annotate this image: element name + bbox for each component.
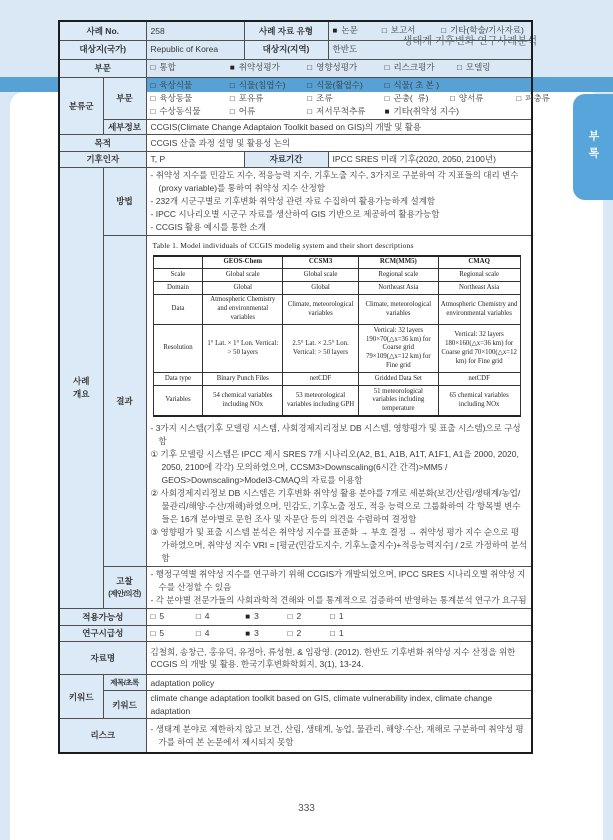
model-table-cell: Regional scale <box>358 269 438 282</box>
checkbox-rating-3 <box>245 627 285 641</box>
checkbox-checked-icon: ■ <box>245 628 251 638</box>
checkbox-option <box>151 105 228 118</box>
option-label: 육상식물 <box>159 79 193 90</box>
model-table-cell: netCDF <box>438 373 520 386</box>
checkbox-unchecked-icon: □ <box>307 63 313 73</box>
model-table-cell: Vertical: 32 layers 180×160(△x=36 km) for Coarse grid 70×100(△x=12 km) for Fine grid <box>438 325 520 373</box>
overview-label <box>59 167 103 609</box>
option-label: 3 <box>254 627 259 638</box>
result-label: 결과 <box>103 235 146 567</box>
option-label: 4 <box>204 611 210 622</box>
checkbox-option <box>307 79 382 92</box>
option-label: 2 <box>296 611 302 622</box>
checkbox-unchecked-icon: □ <box>330 612 335 622</box>
row-result <box>59 235 532 567</box>
title-abstract-value: adaptation policy <box>146 675 532 691</box>
model-table-cell: Gridded Data Set <box>358 373 438 386</box>
case-no-value: 258 <box>146 21 244 40</box>
keywords-value: climate change adaptation toolkit based on GIS, climate vulnerability index, climate change adaptation <box>146 691 532 719</box>
model-table-row-datatype <box>153 373 520 386</box>
checkbox-modeling <box>457 61 490 75</box>
review-label-line1: 고찰 <box>116 576 133 587</box>
checkbox-unchecked-icon: □ <box>195 628 201 638</box>
checkbox-rating-4 <box>196 610 243 624</box>
model-table-cell: 54 chemical variables including NOx <box>203 386 283 417</box>
option-label: 양서류 <box>458 92 484 103</box>
checkbox-checked-icon: ■ <box>332 26 338 35</box>
checkbox-checked-icon: ■ <box>229 63 235 73</box>
checkbox-integrated <box>151 61 228 75</box>
model-table-cell: netCDF <box>283 373 359 386</box>
option-label: 1 <box>338 627 344 638</box>
checkbox-unchecked-icon: □ <box>287 612 293 622</box>
model-table-row-header: Variables <box>153 386 203 417</box>
keywords-label: 키워드 <box>103 691 146 719</box>
source-label: 자료명 <box>59 642 146 675</box>
applicability-label: 적용가능성 <box>59 609 146 626</box>
model-table-row-scale <box>153 269 520 282</box>
keyword-group-label: 키워드 <box>59 675 103 719</box>
checkbox-paper <box>333 24 380 38</box>
risk-value <box>146 719 532 753</box>
checkbox-rating-5 <box>151 610 194 624</box>
model-table-cell: Northeast Asia <box>438 282 520 295</box>
result-item: - 3가지 시스템(기후 모델링 시스템, 사회경제지리정보 DB 시스템, 영향평가 및 표출 시스템)으로 구성함 <box>150 423 521 447</box>
climate-factor-value: T, P <box>146 152 244 168</box>
model-table-row-header: Resolution <box>153 325 203 373</box>
row-sector <box>59 59 532 77</box>
review-item: - 행정구역별 취약성 지수를 연구하기 위해 CCGIS가 개발되었으며, IPCC SRES 시나리오별 취약성 지수를 산정할 수 있음 <box>150 569 526 593</box>
checkbox-rating-5 <box>151 627 194 641</box>
checkbox-unchecked-icon: □ <box>450 93 455 103</box>
checkbox-unchecked-icon: □ <box>384 80 390 90</box>
model-table-row-data <box>153 294 520 324</box>
option-label: 조류 <box>316 92 333 103</box>
row-title-abstract <box>59 675 532 691</box>
model-table-row-header: Domain <box>153 282 203 295</box>
taxon-detail-value: CCGIS(Climate Change Adaptaion Toolkit based on GIS)의 개발 및 활용 <box>146 119 532 135</box>
model-table-cell: Climate, meteorological variables <box>358 294 438 324</box>
option-label: 어류 <box>238 105 256 116</box>
checkbox-unchecked-icon: □ <box>516 93 522 103</box>
urgency-label: 연구시급성 <box>59 625 146 642</box>
method-item: - 취약성 지수를 민감도 지수, 적응능력 지수, 기후노출 지수, 3가지로 구분하여 각 지표들의 대리 변수(proxy variable)를 통하여 취약성 지수 산정함 <box>150 169 519 193</box>
taxon-options <box>146 77 550 119</box>
case-summary-table <box>58 20 550 754</box>
checkbox-unchecked-icon: □ <box>441 26 447 35</box>
option-label: 식물(침엽수) <box>238 79 286 90</box>
row-method <box>59 167 532 235</box>
data-period-value: IPCC SRES 미래 기후(2020, 2050, 2100년) <box>328 152 532 168</box>
checkbox-option <box>516 92 549 105</box>
taxon-detail-label: 세부정보 <box>103 119 146 135</box>
row-applicability <box>59 609 532 626</box>
option-label: 1 <box>338 611 344 622</box>
model-table-corner-cell <box>153 256 203 269</box>
taxon-options-line2 <box>150 92 550 105</box>
option-label: 육상동물 <box>159 92 193 103</box>
review-items <box>146 567 532 609</box>
risk-label: 리스크 <box>59 719 146 753</box>
checkbox-rating-4 <box>196 627 243 641</box>
method-item: - IPCC 시나리오별 시군구 자료를 생산하여 GIS 기반으로 제공하여 활용가능함 <box>150 208 440 219</box>
model-table-row-variables <box>153 386 520 417</box>
case-no-label: 사례 No. <box>59 21 146 40</box>
row-risk <box>59 719 532 753</box>
model-table-col-header: RCM(MM5) <box>358 256 438 269</box>
checkbox-unchecked-icon: □ <box>150 80 156 90</box>
appendix-tab-label: 부록 <box>587 130 599 164</box>
checkbox-unchecked-icon: □ <box>229 106 235 116</box>
option-label: 리스크평가 <box>393 62 435 73</box>
overview-label-line1: 사례 <box>73 376 90 387</box>
checkbox-unchecked-icon: □ <box>307 106 313 116</box>
checkbox-option <box>151 79 228 92</box>
row-keywords <box>59 691 532 719</box>
model-table-cell: Regional scale <box>438 269 520 282</box>
option-label: 4 <box>204 627 210 638</box>
region-value: 한반도 <box>328 40 532 59</box>
checkbox-option <box>450 92 514 105</box>
climate-factor-label: 기후인자 <box>59 152 146 168</box>
checkbox-option <box>230 92 305 105</box>
review-label-line2: (제안/의견) <box>108 588 141 598</box>
method-items <box>146 167 532 235</box>
row-review <box>59 567 532 609</box>
option-label: 저서무척추류 <box>316 105 366 116</box>
model-table-title: Table 1. Model individuals of CCGIS modelig system and their short descriptions <box>152 240 414 250</box>
row-urgency <box>59 625 532 642</box>
checkbox-taxon-other <box>385 105 459 118</box>
row-taxon-detail <box>59 119 532 135</box>
checkbox-rating-2 <box>288 610 328 624</box>
model-table-cell: Vertical: 32 layers 190×70(△x=36 km) for Coarse grid 79×109(△x=12 km) for Fine grid <box>358 325 438 373</box>
checkbox-unchecked-icon: □ <box>150 93 156 103</box>
review-label <box>103 567 146 609</box>
model-table-col-header: CCSM3 <box>283 256 359 269</box>
model-table-row-header: Data type <box>153 373 203 386</box>
checkbox-unchecked-icon: □ <box>330 628 335 638</box>
urgency-options <box>146 625 532 642</box>
row-source <box>59 642 532 675</box>
model-table-cell: 51 meteorological variables including temperature <box>358 386 438 417</box>
option-label: 수상동식물 <box>159 105 201 116</box>
option-label: 3 <box>254 611 259 622</box>
option-label: 5 <box>159 627 165 638</box>
result-item: ① 기후 모델링 시스템은 IPCC 제시 SRES 7개 시나리오(A2, B1, A1B, A1T, A1F1, A1을 2000, 2020, 2050, 2100에 각각) 모의하였으며, CCSM3>Downscaling(6시간 간격)>MM5 / GEOS>Downscaling>Model3-CMAQ의 자료를 이용함 <box>150 449 519 486</box>
country-value: Republic of Korea <box>146 40 244 59</box>
checkbox-option <box>307 105 382 118</box>
method-label: 방법 <box>103 167 146 235</box>
result-item: ② 사회경제지리정보 DB 시스템은 기후변화 취약성 활용 분야를 7개로 세분화(보건/산림/생태계/농업/물관리/해양·수산/재해)하였으며, 민감도, 기후노출 정도, 적응 능력으로 그룹화하여 각 항목별 변수들은 16개 분야별로 문헌 조사 및 자문단 등의 의견을 수렴하여 결정함 <box>150 488 521 525</box>
sector-label: 부문 <box>59 59 146 77</box>
model-table <box>153 255 521 418</box>
checkbox-unchecked-icon: □ <box>150 628 156 638</box>
option-label: 모델링 <box>465 62 491 73</box>
checkbox-option <box>151 92 228 105</box>
applicability-options <box>146 609 532 626</box>
option-label: 파충류 <box>525 92 550 103</box>
model-table-cell: Atmospheric Chemistry and environmental variables <box>438 294 520 324</box>
checkbox-unchecked-icon: □ <box>384 93 390 103</box>
taxon-options-line1 <box>151 79 528 92</box>
checkbox-option <box>385 92 448 105</box>
row-climate-factor <box>59 152 532 168</box>
taxon-sub-label: 부문 <box>103 77 146 119</box>
source-value: 김철희, 송창근, 홍유덕, 유정아, 류성현, & 임광영. (2012). 한반도 기후변화 취약성 지수 산정을 위한 CCGIS 의 개발 및 활용. 한국기후변화학회지, 3(1), 13-24. <box>146 642 532 675</box>
model-table-cell: 65 chemical variables including NOx <box>438 386 520 417</box>
option-label: 식물(활엽수) <box>316 79 363 90</box>
page-number: 333 <box>298 803 315 814</box>
model-table-cell: Binary Punch Files <box>203 373 283 386</box>
checkbox-unchecked-icon: □ <box>150 63 156 73</box>
checkbox-unchecked-icon: □ <box>457 63 462 73</box>
checkbox-option <box>230 105 305 118</box>
checkbox-risk <box>385 61 455 75</box>
case-type-label: 사례 자료 유형 <box>244 21 328 40</box>
purpose-label: 목적 <box>59 135 146 152</box>
checkbox-unchecked-icon: □ <box>307 80 313 90</box>
checkbox-unchecked-icon: □ <box>307 93 313 103</box>
model-table-col-header: GEOS-Chem <box>203 256 283 269</box>
option-label: 곤충( 류) <box>393 92 429 103</box>
model-table-cell: Atmospheric Chemistry and environmental variables <box>203 294 283 324</box>
model-table-header-row <box>153 256 520 269</box>
model-table-cell: Global scale <box>283 269 359 282</box>
checkbox-vulnerability <box>230 61 305 75</box>
sector-options <box>146 59 532 77</box>
method-item: - CCGIS 활용 예시를 통한 소개 <box>150 221 266 232</box>
model-table-cell: Global scale <box>203 269 283 282</box>
case-type-options <box>328 21 532 40</box>
result-content <box>146 235 532 567</box>
model-table-row-domain <box>153 282 520 295</box>
country-label: 대상지(국가) <box>59 40 146 59</box>
checkbox-unchecked-icon: □ <box>381 26 387 35</box>
review-item: - 각 분야별 전문가들의 사회과학적 견해와 이를 통계적으로 검증하여 반영하는 통계분석 연구가 요구됨 <box>150 595 527 606</box>
option-label: 보고서 <box>390 25 416 35</box>
option-label: 2 <box>296 627 302 638</box>
checkbox-rating-1 <box>330 610 344 624</box>
option-label: 취약성평가 <box>238 62 280 73</box>
row-case-no <box>59 21 532 40</box>
model-table-cell: Northeast Asia <box>358 282 438 295</box>
model-table-cell: Global <box>203 282 283 295</box>
method-item: - 232개 시군구별로 기후변화 취약성 관련 자료 수집하여 활용가능하게 설계함 <box>150 195 436 206</box>
checkbox-unchecked-icon: □ <box>150 106 156 116</box>
checkbox-impact <box>307 61 382 75</box>
option-label: 기타(학술/기사자료) <box>450 25 524 35</box>
model-table-cell: 1° Lat. × 1° Lon. Vertical: > 50 layers <box>203 325 283 373</box>
row-purpose <box>59 135 532 152</box>
appendix-side-tab <box>573 94 613 200</box>
taxon-label: 분류군 <box>59 77 103 135</box>
risk-item: - 생태계 분야로 제한하지 않고 보건, 산림, 생태계, 농업, 물관리, 해양·수산, 재해로 구분하여 취약성 평가를 하여 본 논문에서 제시되지 못함 <box>150 723 524 747</box>
checkbox-unchecked-icon: □ <box>229 80 235 90</box>
checkbox-rating-1 <box>330 627 344 641</box>
page-header-title: 생태계 기후변화 연구사례분석 <box>402 35 537 47</box>
option-label: 통합 <box>159 62 176 73</box>
checkbox-other <box>441 24 524 38</box>
model-table-cell: Global <box>283 282 359 295</box>
model-table-cell: 2.5° Lat. × 2.5° Lon. Vertical: > 50 layers <box>283 325 359 373</box>
checkbox-option <box>230 79 305 92</box>
result-item: ③ 영향평가 및 표출 시스템 분석은 취약성 지수를 표준화 → 부호 결정 → 취약성 평가 지수 순으로 평가하였으며, 취약성 지수 VRI = [평균(민감도지수, 기후노출지수)+적응능력지수] / 2로 가정하여 분석함 <box>150 527 528 564</box>
checkbox-unchecked-icon: □ <box>150 612 156 622</box>
checkbox-option <box>307 92 382 105</box>
checkbox-rating-2 <box>288 627 328 641</box>
option-label: 영향성평가 <box>316 62 358 73</box>
checkbox-rating-3 <box>245 610 285 624</box>
model-table-cell: Climate, meteorological variables <box>283 294 359 324</box>
data-period-label: 자료기간 <box>244 152 328 168</box>
option-label: 식물( 초 본 ) <box>393 79 440 90</box>
option-label: 논문 <box>341 25 358 35</box>
model-table-cell: 53 meteorological variables including GPH <box>283 386 359 417</box>
option-label: 5 <box>159 611 165 622</box>
purpose-value: CCGIS 산출 과정 설명 및 활용성 논의 <box>146 135 532 152</box>
checkbox-unchecked-icon: □ <box>287 628 293 638</box>
model-table-col-header: CMAQ <box>438 256 520 269</box>
option-label: 기타(취약성 지수) <box>393 105 459 116</box>
checkbox-report <box>382 24 439 38</box>
overview-label-line2: 개요 <box>73 388 90 399</box>
model-table-row-resolution <box>153 325 520 373</box>
model-table-row-header: Data <box>153 294 203 324</box>
model-table-row-header: Scale <box>153 269 203 282</box>
title-abstract-label: 제목/초록 <box>103 675 146 691</box>
option-label: 포유류 <box>238 92 264 103</box>
checkbox-unchecked-icon: □ <box>195 612 201 622</box>
taxon-options-line3 <box>151 105 528 118</box>
row-country <box>59 40 532 59</box>
checkbox-unchecked-icon: □ <box>229 93 235 103</box>
row-taxon-options <box>59 77 532 119</box>
checkbox-option <box>385 79 439 92</box>
checkbox-checked-icon: ■ <box>245 612 251 622</box>
checkbox-unchecked-icon: □ <box>384 63 390 73</box>
region-label: 대상지(지역) <box>244 40 328 59</box>
checkbox-checked-icon: ■ <box>384 106 390 116</box>
